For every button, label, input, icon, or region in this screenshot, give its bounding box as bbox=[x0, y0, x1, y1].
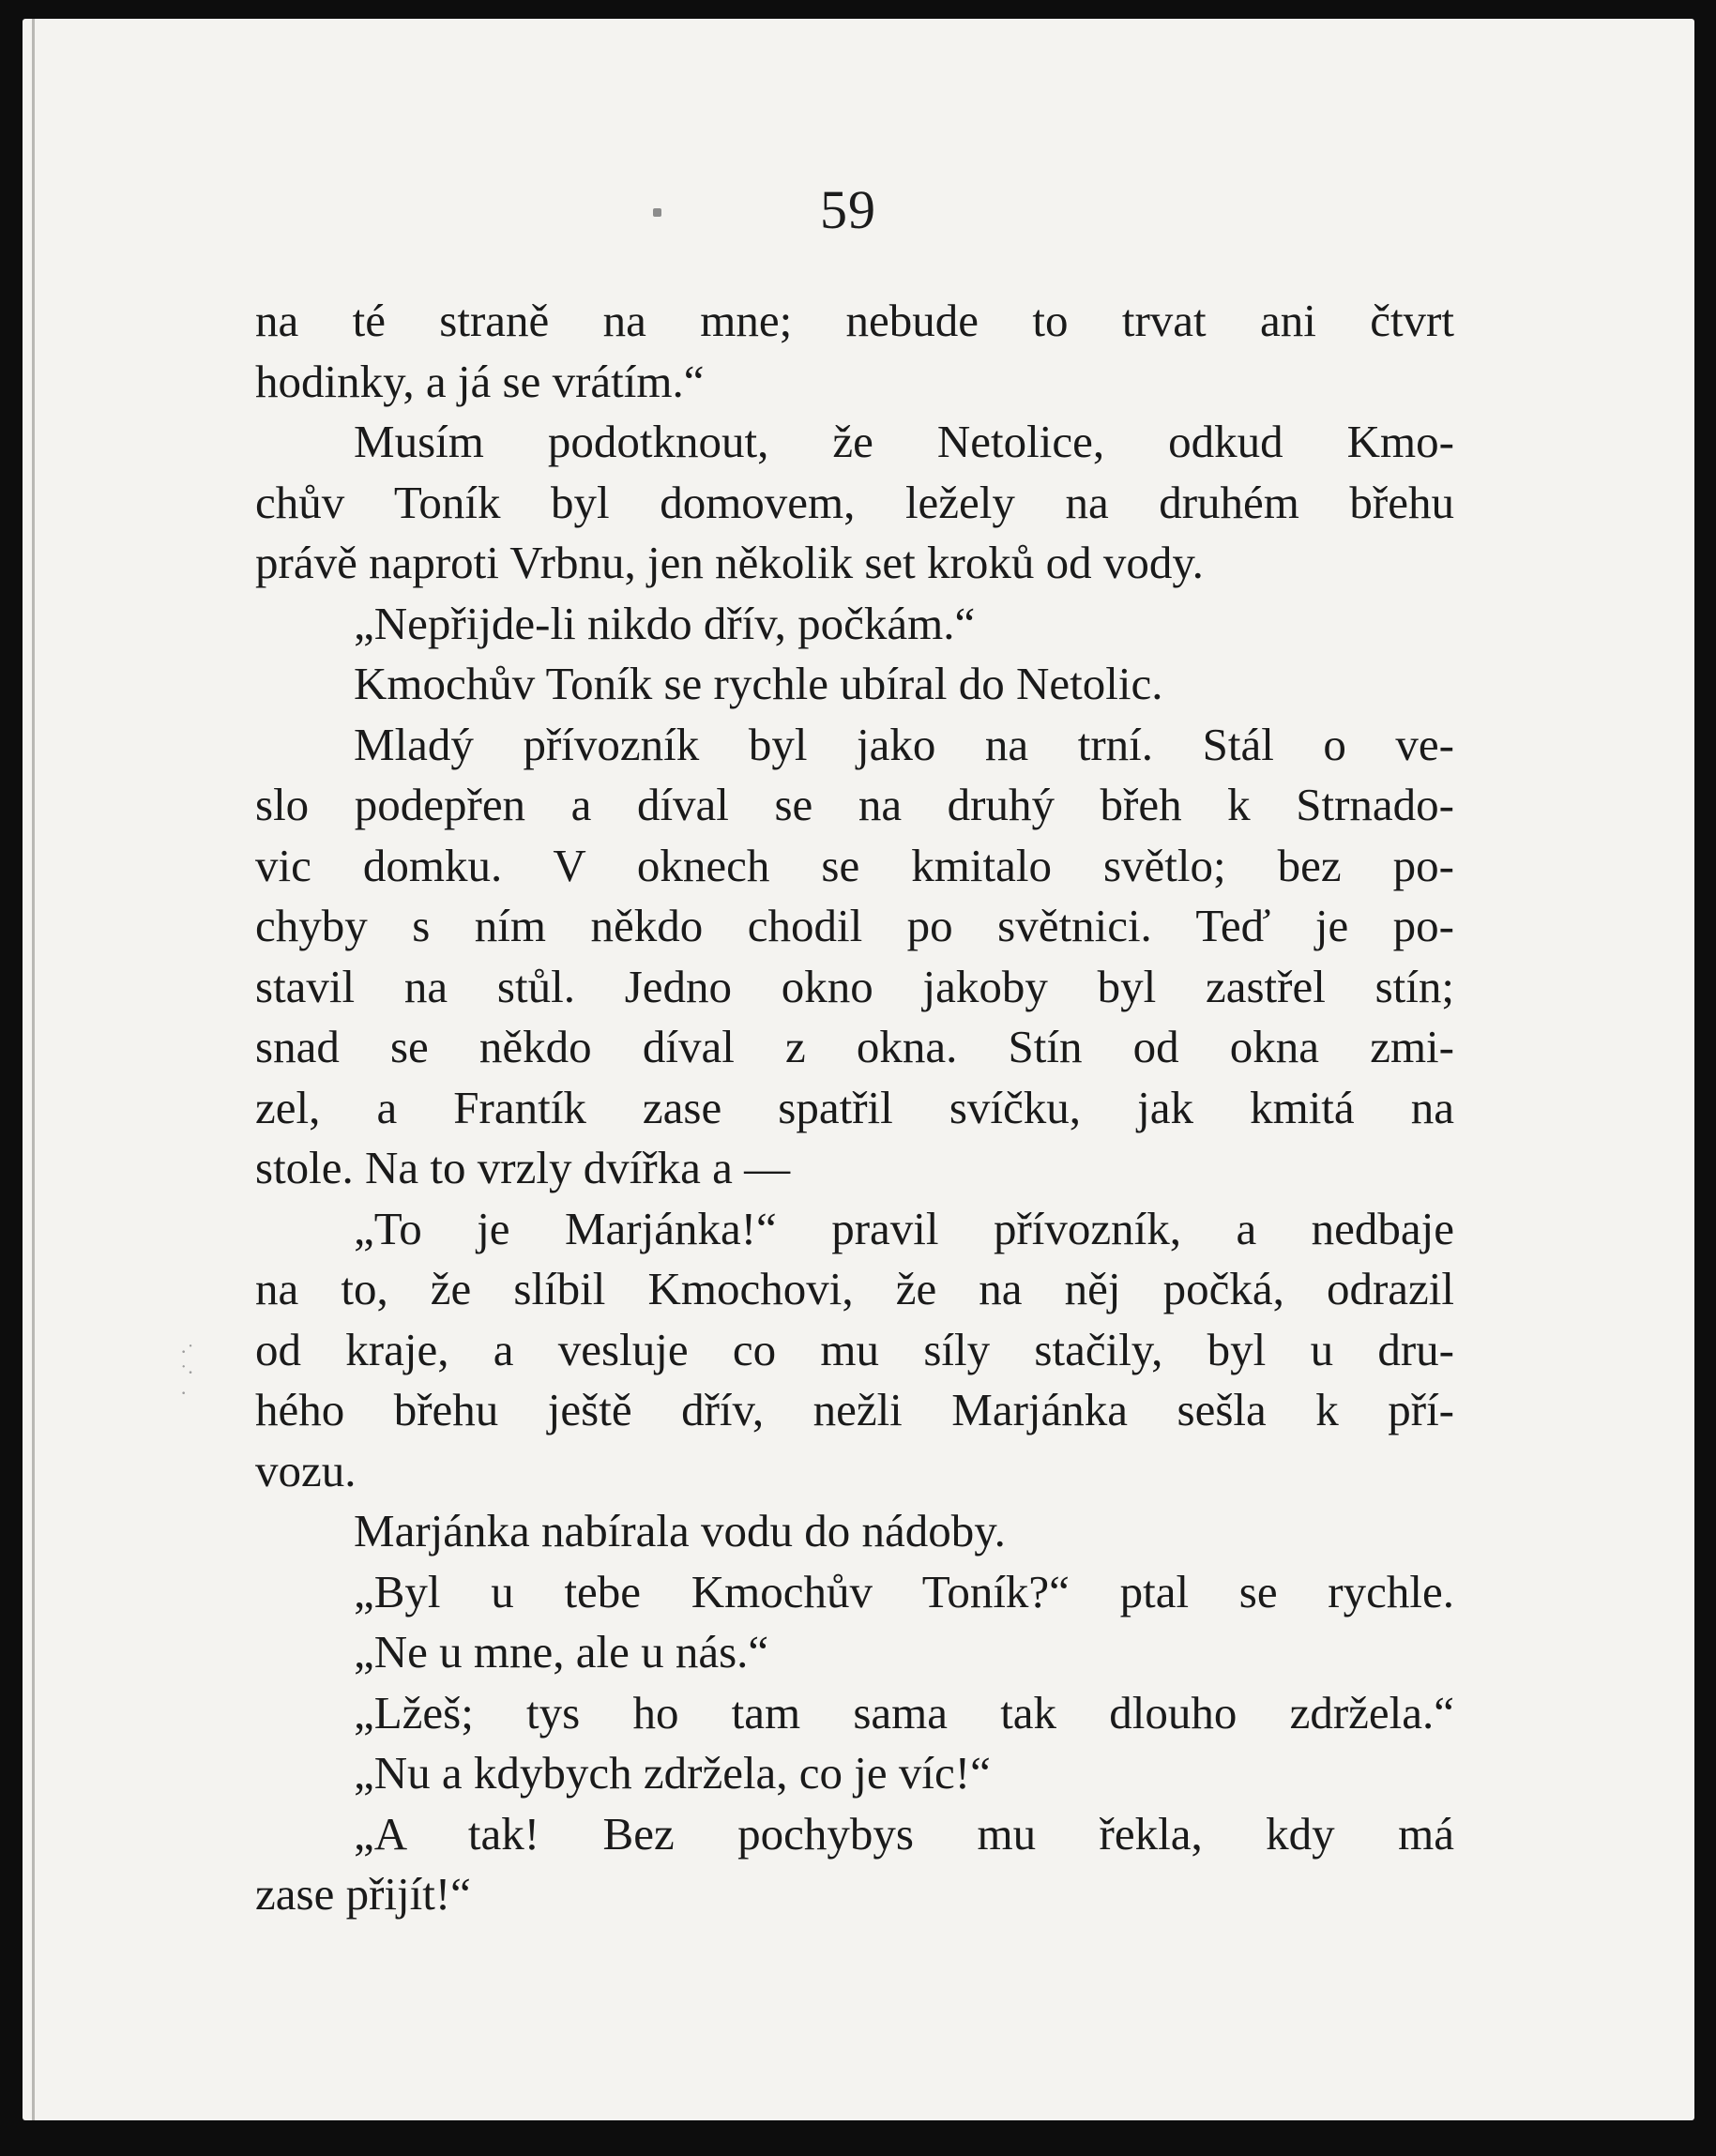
text-line: Marjánka nabírala vodu do nádoby. bbox=[354, 1505, 1006, 1556]
text-line: snad se někdo díval z okna. Stín od okna zmi- bbox=[255, 1021, 1454, 1072]
text-line: „Lžeš; tys ho tam sama tak dlouho zdržela.“ bbox=[354, 1686, 1454, 1738]
text-line: právě naproti Vrbnu, jen několik set kroků od vody. bbox=[255, 537, 1204, 588]
text-line: stavil na stůl. Jedno okno jakoby byl zastřel stín; bbox=[255, 960, 1454, 1012]
text-line: od kraje, a vesluje co mu síly stačily, byl u dru- bbox=[255, 1323, 1454, 1375]
text-line: slo podepřen a díval se na druhý břeh k Strnado- bbox=[255, 779, 1454, 830]
text-line: stole. Na to vrzly dvířka a — bbox=[255, 1142, 791, 1193]
page-number: 59 bbox=[820, 179, 876, 240]
text-line: chyby s ním někdo chodil po světnici. Teď je po- bbox=[255, 900, 1454, 951]
text-line: „Byl u tebe Kmochův Toník?“ ptal se rychle. bbox=[354, 1565, 1454, 1617]
text-line: vozu. bbox=[255, 1444, 357, 1496]
page-speck bbox=[653, 208, 661, 217]
text-line: Mladý přívozník byl jako na trní. Stál o ve- bbox=[354, 718, 1454, 770]
text-line: „To je Marjánka!“ pravil přívozník, a nedbaje bbox=[354, 1202, 1454, 1254]
text-line: „Ne u mne, ale u nás.“ bbox=[354, 1626, 769, 1678]
text-line: zel, a Frantík zase spatřil svíčku, jak kmitá na bbox=[255, 1081, 1454, 1133]
text-line: chův Toník byl domovem, ležely na druhém břehu bbox=[255, 476, 1454, 528]
body-text bbox=[255, 291, 1454, 1925]
text-line: „A tak! Bez pochybys mu řekla, kdy má bbox=[354, 1807, 1454, 1860]
text-line: vic domku. V oknech se kmitalo světlo; bez po- bbox=[255, 839, 1454, 891]
text-line: zase přijít!“ bbox=[255, 1868, 471, 1920]
text-line: „Nepřijde-li nikdo dřív, počkám.“ bbox=[354, 597, 976, 649]
text-line: Kmochův Toník se rychle ubíral do Netolic. bbox=[354, 658, 1163, 709]
gutter-line bbox=[32, 19, 35, 2120]
text-line: hodinky, a já se vrátím.“ bbox=[255, 355, 705, 407]
text-line: „Nu a kdybych zdržela, co je víc!“ bbox=[354, 1747, 991, 1799]
margin-marks: ·˙ ˙· · bbox=[180, 1340, 194, 1404]
book-page bbox=[23, 19, 1694, 2120]
text-line: hého břehu ještě dřív, nežli Marjánka sešla k pří- bbox=[255, 1384, 1454, 1435]
text-line: na té straně na mne; nebude to trvat ani čtvrt bbox=[255, 295, 1454, 346]
text-line: Musím podotknout, že Netolice, odkud Kmo- bbox=[354, 416, 1454, 467]
text-line: na to, že slíbil Kmochovi, že na něj počká, odrazil bbox=[255, 1263, 1454, 1314]
